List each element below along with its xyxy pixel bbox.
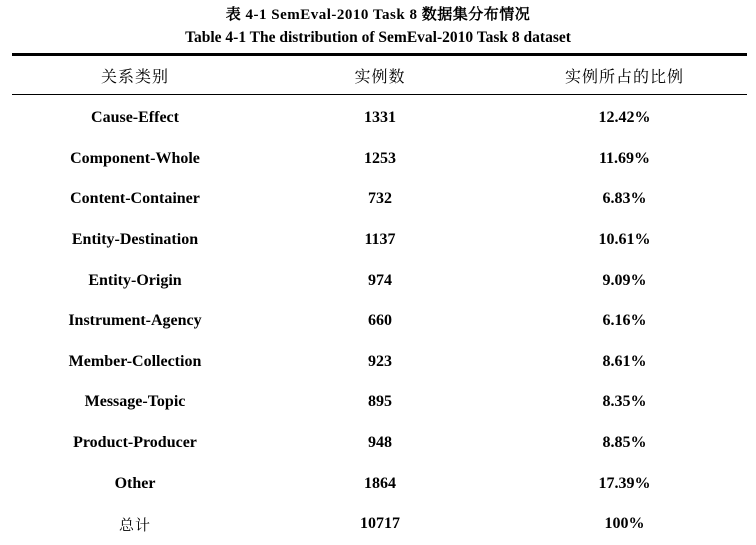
table-row bbox=[12, 463, 747, 504]
category-cell: Component-Whole bbox=[70, 149, 200, 167]
table-row bbox=[12, 382, 747, 423]
ratio-cell: 8.35% bbox=[602, 393, 647, 411]
category-cell: Message-Topic bbox=[84, 393, 186, 411]
table-header-row bbox=[12, 56, 747, 94]
category-cell: Content-Container bbox=[70, 190, 200, 208]
table-row bbox=[12, 342, 747, 383]
category-cell: Other bbox=[114, 474, 156, 492]
ratio-cell: 8.85% bbox=[602, 434, 647, 452]
total-ratio-cell: 100% bbox=[604, 515, 645, 533]
table-row bbox=[12, 139, 747, 180]
category-cell: Instrument-Agency bbox=[68, 312, 202, 330]
table-caption-chinese: 表 4-1 SemEval-2010 Task 8 数据集分布情况 bbox=[225, 7, 531, 23]
count-cell: 923 bbox=[368, 352, 392, 370]
ratio-cell: 6.16% bbox=[602, 312, 647, 330]
table-row bbox=[12, 179, 747, 220]
distribution-table bbox=[12, 56, 747, 534]
category-cell: Product-Producer bbox=[73, 434, 197, 452]
category-cell: Member-Collection bbox=[68, 352, 202, 370]
table-row bbox=[12, 423, 747, 464]
ratio-cell: 17.39% bbox=[598, 474, 651, 492]
header-ratio: 实例所占的比例 bbox=[564, 66, 684, 86]
ratio-cell: 9.09% bbox=[602, 271, 647, 289]
count-cell: 1137 bbox=[364, 231, 396, 249]
total-count-cell: 10717 bbox=[360, 515, 400, 533]
header-count: 实例数 bbox=[354, 66, 406, 86]
total-label-cell: 总计 bbox=[118, 515, 151, 534]
count-cell: 1331 bbox=[364, 109, 396, 127]
table-header-rule bbox=[12, 94, 747, 95]
ratio-cell: 10.61% bbox=[598, 231, 651, 249]
count-cell: 1864 bbox=[364, 474, 396, 492]
ratio-cell: 11.69% bbox=[598, 149, 651, 167]
count-cell: 895 bbox=[368, 393, 392, 411]
count-cell: 1253 bbox=[364, 149, 396, 167]
category-cell: Entity-Destination bbox=[71, 231, 199, 249]
count-cell: 660 bbox=[368, 312, 392, 330]
header-category: 关系类别 bbox=[100, 66, 169, 86]
ratio-cell: 12.42% bbox=[598, 109, 651, 127]
ratio-cell: 8.61% bbox=[602, 352, 647, 370]
ratio-cell: 6.83% bbox=[602, 190, 647, 208]
table-row bbox=[12, 301, 747, 342]
category-cell: Entity-Origin bbox=[88, 271, 182, 289]
count-cell: 732 bbox=[368, 190, 392, 208]
table-body bbox=[12, 98, 747, 545]
count-cell: 974 bbox=[368, 271, 392, 289]
table-row bbox=[12, 260, 747, 301]
table-row bbox=[12, 220, 747, 261]
table-caption-english: Table 4-1 The distribution of SemEval-2010 Task 8 dataset bbox=[185, 29, 571, 46]
table-row bbox=[12, 98, 747, 139]
count-cell: 948 bbox=[368, 434, 392, 452]
table-total-row bbox=[12, 504, 747, 545]
category-cell: Cause-Effect bbox=[91, 109, 179, 127]
